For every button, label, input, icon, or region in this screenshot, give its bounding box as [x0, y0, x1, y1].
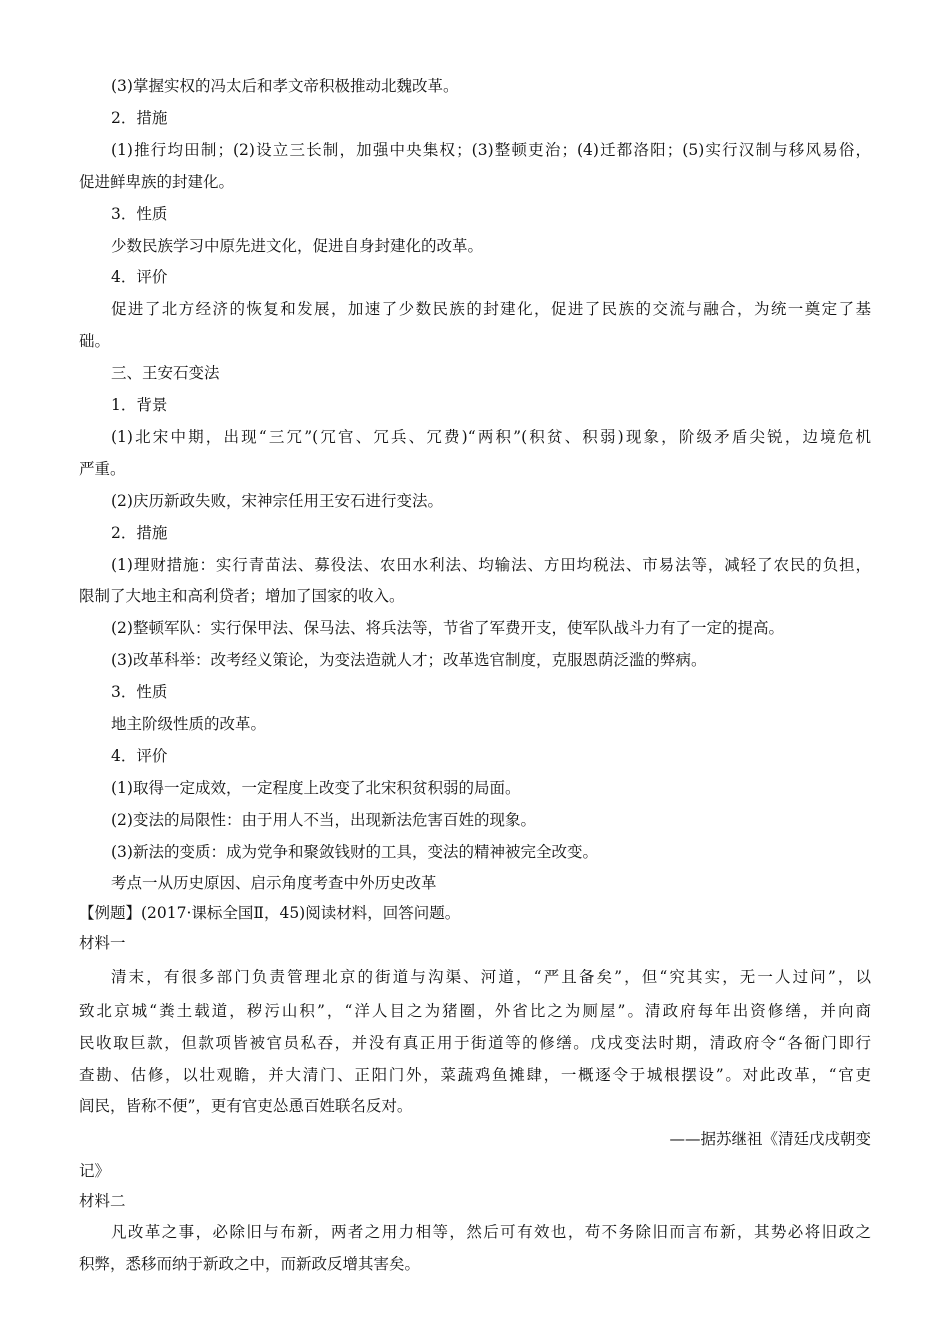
section-heading: 4．评价	[111, 268, 168, 286]
text-line: (1)推行均田制；(2)设立三长制，加强中央集权；(3)整顿吏治；(4)迁都洛阳；(5)实行汉制与移风易俗，	[111, 141, 871, 159]
text-line: 清末，有很多部门负责管理北京的街道与沟渠、河道，“严且备矣”，但“究其实，无一人过问”，以	[111, 968, 871, 986]
text-line: (2)整顿军队：实行保甲法、保马法、将兵法等，节省了军费开支，使军队战斗力有了一定的提高。	[111, 619, 784, 637]
section-heading: 2．措施	[111, 109, 168, 127]
section-heading: 4．评价	[111, 747, 168, 765]
text-line: (3)新法的变质：成为党争和聚敛钱财的工具，变法的精神被完全改变。	[111, 843, 598, 861]
section-heading: 考点一从历史原因、启示角度考查中外历史改革	[111, 874, 437, 892]
text-line: 查勘、估修，以壮观瞻，并大清门、正阳门外，菜蔬鸡鱼摊肆，一概逐令于城根摆设”。对此改革，“官吏	[79, 1066, 871, 1084]
source-citation-cont: 记》	[79, 1162, 111, 1180]
text-line: 地主阶级性质的改革。	[111, 715, 267, 733]
section-heading: 2．措施	[111, 524, 168, 542]
text-line: 闾民，皆称不便”，更有官吏怂恿百姓联名反对。	[79, 1097, 413, 1115]
source-citation: ——据苏继祖《清廷戊戌朝变	[669, 1130, 871, 1148]
section-heading: 1．背景	[111, 396, 168, 414]
material-label: 材料一	[79, 934, 126, 952]
section-heading: 三、王安石变法	[111, 364, 220, 382]
section-heading: 3．性质	[111, 683, 168, 701]
text-line: 积弊，悉移而纳于新政之中，而新政反增其害矣。	[79, 1255, 421, 1273]
example-heading: 【例题】(2017·课标全国Ⅱ，45)阅读材料，回答问题。	[79, 904, 461, 922]
text-line: 促进了北方经济的恢复和发展，加速了少数民族的封建化，促进了民族的交流与融合，为统一奠定了基	[111, 300, 871, 318]
text-line: (3)改革科举：改考经义策论，为变法造就人才；改革选官制度，克服恩荫泛滥的弊病。	[111, 651, 707, 669]
section-heading: 3．性质	[111, 205, 168, 223]
text-line: 促进鲜卑族的封建化。	[79, 173, 235, 191]
text-line: 少数民族学习中原先进文化，促进自身封建化的改革。	[111, 237, 484, 255]
text-line: 民收取巨款，但款项皆被官员私吞，并没有真正用于街道等的修缮。戊戌变法时期，清政府令“各衙门即行	[79, 1034, 871, 1052]
text-line: (2)庆历新政失败，宋神宗任用王安石进行变法。	[111, 492, 443, 510]
text-line: (1)北宋中期，出现“三冗”(冗官、冗兵、冗费)“两积”(积贫、积弱)现象，阶级矛盾尖锐，边境危机	[111, 428, 871, 446]
text-line: 严重。	[79, 460, 126, 478]
text-line: (2)变法的局限性：由于用人不当，出现新法危害百姓的现象。	[111, 811, 536, 829]
text-line: 凡改革之事，必除旧与布新，两者之用力相等，然后可有效也，苟不务除旧而言布新，其势必将旧政之	[111, 1223, 871, 1241]
text-line: (1)理财措施：实行青苗法、募役法、农田水利法、均输法、方田均税法、市易法等，减轻了农民的负担，	[111, 556, 871, 574]
text-line: 限制了大地主和高利贷者；增加了国家的收入。	[79, 587, 405, 605]
text-line: 致北京城“粪土载道，秽污山积”，“洋人目之为猪圈，外省比之为厕屋”。清政府每年出资修缮，并向商	[79, 1002, 871, 1020]
material-label: 材料二	[79, 1192, 126, 1210]
text-line: (3)掌握实权的冯太后和孝文帝积极推动北魏改革。	[111, 77, 459, 95]
text-line: 础。	[79, 332, 111, 350]
text-line: (1)取得一定成效，一定程度上改变了北宋积贫积弱的局面。	[111, 779, 521, 797]
